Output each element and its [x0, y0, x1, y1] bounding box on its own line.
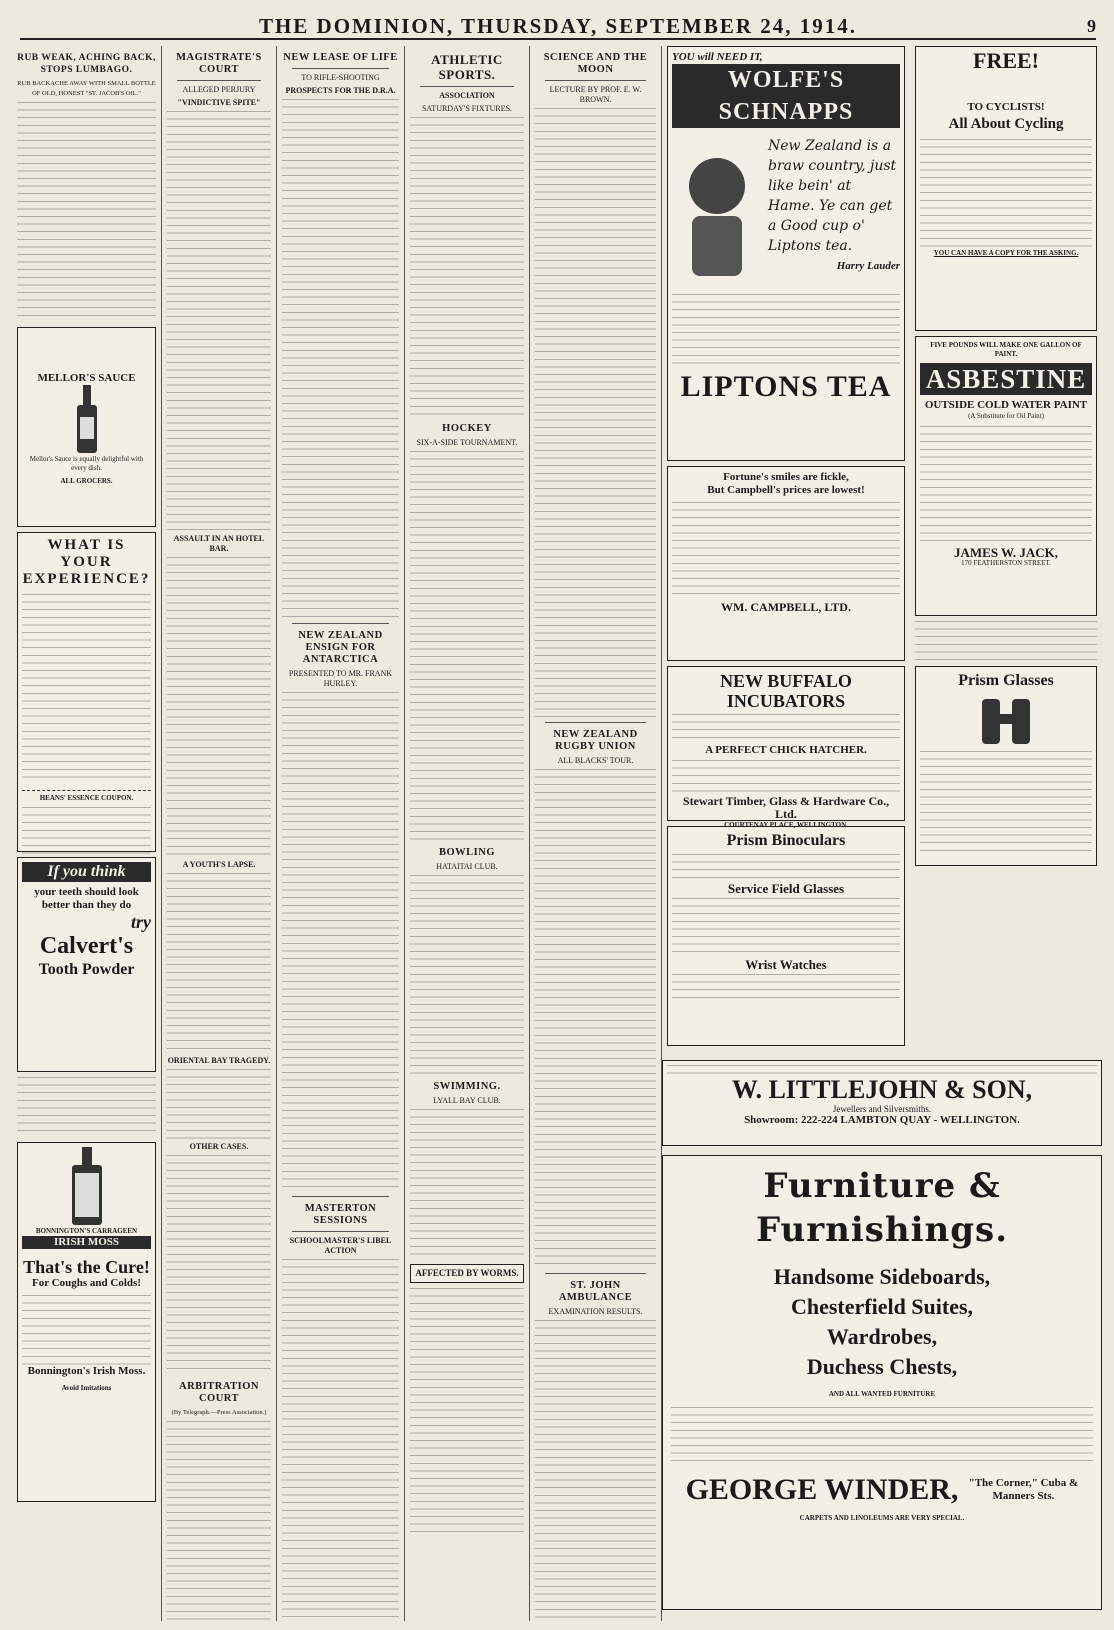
ad-wolfes-lipton [667, 46, 905, 461]
ad-buffalo [667, 666, 905, 829]
rifle-sub: TO RIFLE-SHOOTING [301, 73, 380, 82]
medicine-bottle-icon [22, 1147, 151, 1227]
mellor-text: Mellor's Sauce is equally delightful with every dish. [29, 455, 144, 472]
article-perjury [167, 111, 271, 531]
campbell-name: WM. CAMPBELL, LTD. [721, 600, 851, 614]
article-oriental [167, 1069, 271, 1139]
cyclists-body [920, 139, 1092, 249]
oilpaint-line: FIVE POUNDS WILL MAKE ONE GALLON OF PAINT. [930, 341, 1082, 358]
sideboards: Handsome Sideboards, [773, 1264, 991, 1289]
furniture-wanted: AND ALL WANTED FURNITURE [828, 1390, 936, 1398]
libel-sub: SCHOOLMASTER'S LIBEL ACTION [289, 1236, 392, 1255]
assault-head: ASSAULT IN AN HOTEL BAR. [173, 534, 265, 553]
jack-address: 170 FEATHERSTON STREET. [961, 559, 1051, 567]
buffalo-title: NEW BUFFALO INCUBATORS [720, 671, 852, 711]
perjury-sub: ALLEGED PERJURY [182, 85, 256, 94]
lipton-logo: LIPTONS TEA [680, 370, 892, 403]
column-1 [12, 46, 162, 1621]
ad-furniture [662, 1155, 1102, 1615]
swimming-head: SWIMMING. [433, 1081, 501, 1092]
furniture-title: Furniture & Furnishings. [755, 1166, 1009, 1250]
article-other-cases [167, 1155, 271, 1375]
wardrobes: Wardrobes, [826, 1324, 938, 1349]
article-association [410, 117, 524, 417]
furniture-body [671, 1407, 1093, 1462]
calvert-try: try [131, 912, 151, 932]
article-ambulance [535, 1320, 656, 1621]
article-bowling [410, 875, 524, 1075]
column-5 [530, 46, 662, 1621]
wolfe-brand: WOLFE'S SCHNAPPS [672, 64, 900, 128]
dra-sub: PROSPECTS FOR THE D.R.A. [285, 86, 396, 95]
ad-calverts [17, 857, 156, 1072]
cyclists-copy: YOU CAN HAVE A COPY FOR THE ASKING. [933, 249, 1079, 257]
article-assault [167, 557, 271, 857]
page-number: 9 [1087, 15, 1096, 36]
buffalo-body1 [672, 714, 900, 744]
experience-body [22, 594, 151, 784]
article-swimming [410, 1109, 524, 1259]
fortune-line1: Fortune's smiles are fickle, [723, 471, 849, 483]
oriental-head: ORIENTAL BAY TRAGEDY. [167, 1056, 271, 1065]
asbestine-note: (A Substitute for Oil Paint) [968, 412, 1044, 420]
duchess: Duchess Chests, [806, 1354, 958, 1379]
binoculars-icon [920, 691, 1092, 751]
press-assoc: (By Telegraph.—Press Association.) [171, 1409, 267, 1416]
fixtures-sub: SATURDAY'S FIXTURES. [421, 104, 513, 113]
rugby-head: NEW ZEALAND RUGBY UNION [553, 729, 638, 752]
littlejohn-appointment [667, 1065, 1097, 1075]
ad-prism-glasses [915, 666, 1097, 866]
stewart-name: Stewart Timber, Glass & Hardware Co., Ltd. [682, 794, 890, 821]
ensign-head: NEW ZEALAND ENSIGN FOR ANTARCTICA [298, 630, 383, 665]
prism-title: Prism Binoculars [726, 832, 846, 849]
service-body [672, 898, 900, 958]
irish-body [22, 1295, 151, 1365]
hataitai-sub: HATAITAI CLUB. [436, 862, 498, 871]
calvert-testimonial [17, 1077, 156, 1137]
littlejohn-name: W. LITTLEJOHN & SON, [731, 1075, 1033, 1104]
lauder-body [672, 294, 900, 364]
article-hockey [410, 451, 524, 841]
asbestine-body [920, 426, 1092, 546]
article-youth [167, 873, 271, 1053]
calvert-brand: Calvert's [39, 933, 134, 959]
stewart-address: COURTENAY PLACE, WELLINGTON. [724, 821, 848, 829]
lauder-portrait [672, 136, 762, 286]
winder-name: GEORGE WINDER, [685, 1473, 959, 1506]
magistrate-court-head: MAGISTRATE'S COURT [176, 52, 262, 75]
arbitration-head: ARBITRATION COURT [179, 1381, 259, 1404]
littlejohn-box [662, 1060, 1102, 1146]
article-worms [410, 1288, 524, 1538]
mellor-grocers: ALL GROCERS. [60, 477, 113, 485]
free-title: FREE! [973, 48, 1039, 73]
ad-irish-moss [17, 1142, 156, 1502]
ad-campbell [667, 466, 905, 661]
prism-glasses-title: Prism Glasses [958, 672, 1054, 689]
tournament-sub: SIX-A-SIDE TOURNAMENT. [416, 438, 518, 447]
article-rifle [282, 99, 399, 619]
fortune-line2: But Campbell's prices are lowest! [707, 484, 865, 496]
masthead [20, 14, 1096, 40]
wrist-title: Wrist Watches [745, 957, 827, 972]
hurley-sub: PRESENTED TO MR. FRANK HURLEY. [288, 669, 393, 688]
youth-head: A YOUTH'S LAPSE. [182, 860, 256, 869]
calvert-product: Tooth Powder [38, 961, 135, 978]
other-cases-head: OTHER CASES. [189, 1142, 249, 1151]
column-3 [277, 46, 405, 1621]
ad-stjacobs-title: RUB WEAK, ACHING BACK, STOPS LUMBAGO. [17, 53, 156, 75]
ambulance-head: ST. JOHN AMBULANCE [558, 1280, 633, 1303]
ad-prism-binoculars [667, 826, 905, 1046]
prism-body [672, 854, 900, 882]
printing-notice [915, 621, 1097, 661]
lauder-quote: New Zealand is a braw country, just like bein' at Hame. Ye can get a Good cup o' Liptons tea. [768, 138, 897, 254]
calvert-line1: If you think [22, 862, 151, 882]
lecture-sub: LECTURE BY PROF. E. W. BROWN. [549, 85, 642, 104]
service-title: Service Field Glasses [727, 881, 845, 896]
athletic-head: ATHLETIC SPORTS. [431, 52, 503, 82]
heans-coupon: HEANS' ESSENCE COUPON. [22, 790, 151, 803]
column-4 [405, 46, 530, 1621]
allblacks-sub: ALL BLACKS' TOUR. [557, 756, 634, 765]
prism-glasses-prices [920, 751, 1092, 851]
coupon-lines [22, 807, 151, 857]
carpets: CARPETS AND LINOLEUMS ARE VERY SPECIAL. [799, 1514, 965, 1522]
ad-mellors-sauce [17, 327, 156, 527]
littlejohn-sub: Jewellers and Silversmiths. [832, 1104, 932, 1114]
hockey-head: HOCKEY [442, 423, 492, 434]
cyclists-to: TO CYCLISTS! [967, 101, 1045, 113]
ad-littlejohn [662, 1060, 1102, 1150]
lease-head: NEW LEASE OF LIFE [283, 52, 398, 63]
association-sub: ASSOCIATION [439, 91, 495, 100]
irish-product: IRISH MOSS [22, 1236, 151, 1249]
lyall-sub: LYALL BAY CLUB. [433, 1096, 501, 1105]
ad-dunlop-cycling [915, 46, 1097, 331]
irish-brand: BONNINGTON'S CARRAGEEN [35, 1227, 138, 1235]
cyclists-title: All About Cycling [948, 116, 1064, 132]
mellor-label: MELLOR'S SAUCE [37, 372, 136, 384]
article-arbitration [167, 1421, 271, 1621]
bowling-head: BOWLING [438, 847, 495, 858]
winder-address: "The Corner," Cuba & Manners Sts. [968, 1477, 1079, 1502]
article-libel [282, 1259, 399, 1621]
campbell-body [672, 502, 900, 597]
masterton-head: MASTERTON SESSIONS [304, 1203, 377, 1226]
asbestine-title: ASBESTINE [920, 363, 1092, 395]
irish-imitations: Avoid Imitations [61, 1384, 112, 1392]
chesterfield: Chesterfield Suites, [790, 1294, 974, 1319]
column-2 [162, 46, 277, 1621]
sauce-bottle-icon [22, 385, 151, 455]
worms-title: AFFECTED BY WORMS. [415, 1268, 519, 1278]
moon-head: SCIENCE AND THE MOON [543, 52, 648, 75]
buffalo-body2 [672, 760, 900, 795]
ad-heans-essence [17, 532, 156, 852]
newspaper-title: THE DOMINION, THURSDAY, SEPTEMBER 24, 1914. [258, 13, 858, 38]
article-rugby [535, 769, 656, 1269]
ad-stjacobs-subtitle: RUB BACKACHE AWAY WITH SMALL BOTTLE OF OLD, HONEST "ST. JACOB'S OIL." [17, 80, 156, 97]
experience-title: WHAT IS YOUR EXPERIENCE? [22, 537, 151, 587]
cure-line: That's the Cure! [23, 1257, 150, 1277]
lauder-signature: Harry Lauder [836, 260, 900, 272]
column-6 [662, 46, 910, 1056]
furniture-box [662, 1155, 1102, 1610]
cure-sub: For Coughs and Colds! [32, 1277, 141, 1289]
irish-bottom: Bonnington's Irish Moss. [27, 1365, 146, 1377]
wrist-body [672, 974, 900, 1002]
calvert-line2: your teeth should look better than they do [34, 886, 139, 911]
vindictive-sub: "VINDICTIVE SPITE" [177, 98, 261, 107]
buffalo-sub: A PERFECT CHICK HATCHER. [705, 744, 867, 756]
article-moon [535, 108, 656, 718]
ad-asbestine [915, 336, 1097, 616]
ad-stjacobs-body [17, 102, 156, 322]
asbestine-sub: OUTSIDE COLD WATER PAINT [924, 399, 1088, 411]
exam-sub: EXAMINATION RESULTS. [548, 1307, 643, 1316]
article-ensign [282, 692, 399, 1192]
column-7 [910, 46, 1102, 1056]
littlejohn-address: Showroom: 222-224 LAMBTON QUAY - WELLINGTON. [744, 1114, 1020, 1126]
jack-name: JAMES W. JACK, [953, 545, 1059, 560]
worms-ad-head [410, 1264, 524, 1283]
wolfe-top: YOU will NEED IT, [672, 51, 763, 63]
